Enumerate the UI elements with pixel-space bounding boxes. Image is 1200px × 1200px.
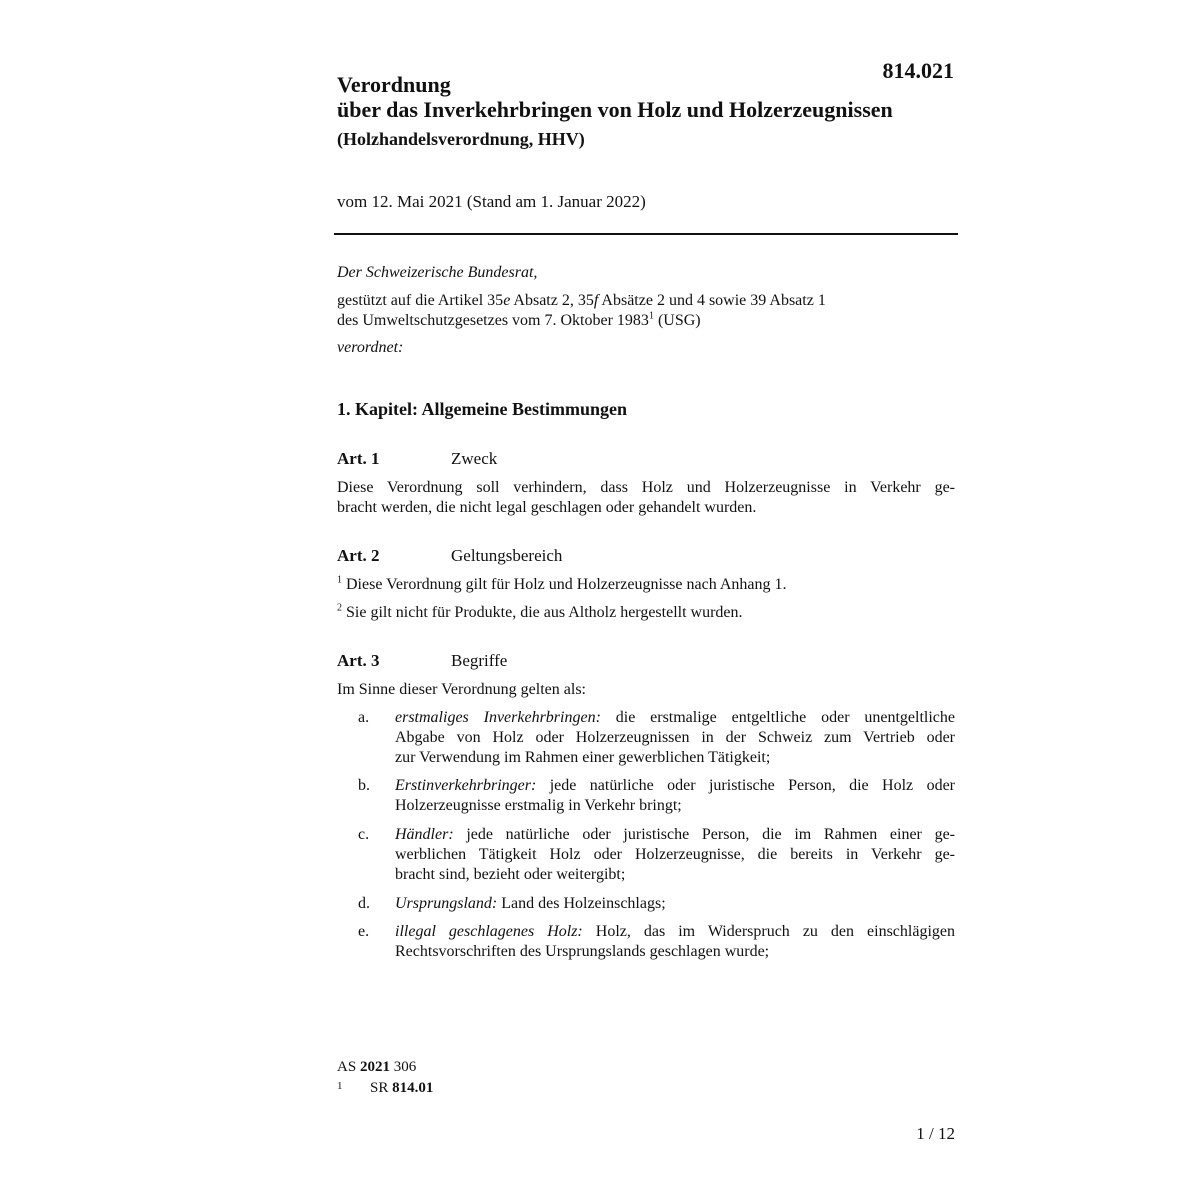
art1-title: Zweck <box>451 449 498 468</box>
title-line-3: (Holzhandelsverordnung, HHV) <box>337 129 585 149</box>
definition: jede natürliche oder juristische Person, die im Rahmen einer ge- <box>453 826 955 843</box>
basis-letter-f: f <box>593 292 599 309</box>
term: Ursprungsland: <box>395 895 498 912</box>
footer-as-reference <box>337 1059 416 1076</box>
list-item-line <box>395 825 955 845</box>
list-item <box>395 922 955 962</box>
footnote-sr-number[interactable]: 814.01 <box>392 1080 434 1096</box>
footnote-1 <box>337 1080 433 1097</box>
list-item-letter: c. <box>358 826 370 843</box>
footnote-number: 1 <box>337 1080 343 1092</box>
basis-letter-e: e <box>503 292 511 309</box>
art2-para-2-text: Sie gilt nicht für Produkte, die aus Altholz hergestellt wurden. <box>342 604 743 621</box>
list-item-line: bracht sind, bezieht oder weitergibt; <box>395 866 626 883</box>
art2-para-2 <box>337 603 955 623</box>
definition: Land des Holzeinschlags; <box>497 895 666 912</box>
term: Händler: <box>395 826 454 843</box>
art2-para-1 <box>337 575 955 595</box>
art2-title: Geltungsbereich <box>451 546 563 565</box>
list-item-line <box>395 922 955 942</box>
list-item-line <box>395 776 955 796</box>
definition: jede natürliche oder juristische Person, die Holz oder <box>536 777 955 794</box>
basis-line-2: des Umweltschutzgesetzes vom 7. Oktober 1983 <box>337 312 649 329</box>
list-item-line: Holzerzeugnisse erstmalig in Verkehr bringt; <box>395 797 682 814</box>
list-item-line: Rechtsvorschriften des Ursprungslands geschlagen wurde; <box>395 943 770 960</box>
basis-text-c: Absätze 2 und 4 sowie 39 Absatz 1 <box>598 292 826 309</box>
preamble-org: Der Schweizerische Bundesrat, <box>337 264 538 281</box>
art2-para-1-text: Diese Verordnung gilt für Holz und Holzerzeugnisse nach Anhang 1. <box>342 576 787 593</box>
art3-number: Art. 3 <box>337 651 380 670</box>
art1-text <box>337 478 955 518</box>
list-item-line: zur Verwendung im Rahmen einer gewerblichen Tätigkeit; <box>395 749 771 766</box>
basis-tail: (USG) <box>653 312 701 329</box>
art1-number: Art. 1 <box>337 449 380 468</box>
list-item-letter: b. <box>358 777 370 794</box>
list-item <box>395 894 955 914</box>
list-item <box>395 825 955 885</box>
preamble-verb: verordnet: <box>337 339 404 356</box>
basis-footnote-ref[interactable]: 1 <box>648 310 654 322</box>
art3-intro: Im Sinne dieser Verordnung gelten als: <box>337 681 586 698</box>
term: Erstinverkehrbringer: <box>395 777 537 794</box>
list-item-line: Abgabe von Holz oder Holzerzeugnissen in der Schweiz zum Vertrieb oder <box>395 729 955 746</box>
list-item-letter: a. <box>358 709 370 726</box>
header-divider <box>334 233 958 235</box>
date-line: vom 12. Mai 2021 (Stand am 1. Januar 2022) <box>337 192 646 211</box>
definition: die erstmalige entgeltliche oder unentgeltliche <box>600 709 955 726</box>
as-page: 306 <box>389 1059 417 1075</box>
list-item-letter: e. <box>358 923 370 940</box>
as-year: 2021 <box>359 1059 390 1075</box>
art3-title: Begriffe <box>451 651 508 670</box>
definition: Holz, das im Widerspruch zu den einschlägigen <box>582 923 955 940</box>
art2-para-1-number: 1 <box>337 574 342 586</box>
list-item-letter: d. <box>358 895 370 912</box>
title-line-2: über das Inverkehrbringen von Holz und Holzerzeugnissen <box>337 97 893 122</box>
as-prefix: AS <box>337 1059 360 1075</box>
basis-text-b: Absatz 2, 35 <box>510 292 594 309</box>
preamble-basis <box>337 291 937 331</box>
term: erstmaliges Inverkehrbringen: <box>395 709 601 726</box>
footnote-sr-prefix: SR <box>370 1080 393 1096</box>
chapter-title: 1. Kapitel: Allgemeine Bestimmungen <box>337 399 627 419</box>
list-item-line: werblichen Tätigkeit Holz oder Holzerzeugnisse, die bereits in Verkehr ge- <box>395 846 955 863</box>
basis-text-a: gestützt auf die Artikel 35 <box>337 292 504 309</box>
art1-line-1: Diese Verordnung soll verhindern, dass Holz und Holzerzeugnisse in Verkehr ge- <box>337 479 955 496</box>
list-item <box>395 708 955 768</box>
term: illegal geschlagenes Holz: <box>395 923 583 940</box>
art1-line-2: bracht werden, die nicht legal geschlagen oder gehandelt wurden. <box>337 499 757 516</box>
art2-para-2-number: 2 <box>337 602 342 614</box>
page-number: 1 / 12 <box>916 1124 955 1143</box>
list-item-line <box>395 708 955 728</box>
title-line-1: Verordnung <box>337 72 451 97</box>
list-item <box>395 776 955 816</box>
art2-number: Art. 2 <box>337 546 380 565</box>
sr-number: 814.021 <box>882 58 954 83</box>
